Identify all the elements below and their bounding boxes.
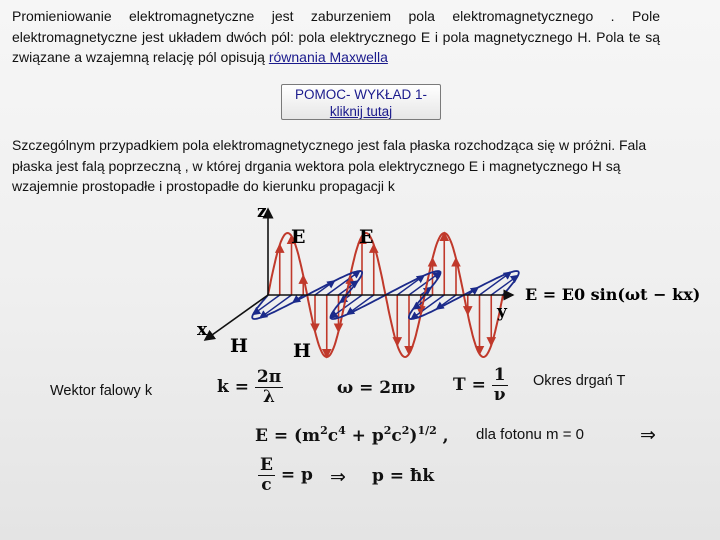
formula-k: k = $\frac{2\pi}{\lambda}$ xyxy=(217,367,282,407)
implies-arrow-1: ⇒ xyxy=(640,424,656,446)
h-vector-arrow xyxy=(397,276,424,295)
implies-arrow-2: ⇒ xyxy=(330,466,346,488)
e-label-1: E xyxy=(291,226,306,248)
wave-diagram xyxy=(195,195,715,360)
help-button-line1: POMOC- WYKŁAD 1- xyxy=(294,87,427,102)
intro-paragraph xyxy=(12,6,660,68)
help-button[interactable] xyxy=(281,84,441,120)
photon-label: dla fotonu m = 0 xyxy=(476,426,584,443)
h-label-2: H xyxy=(293,340,311,360)
e-label-2: E xyxy=(359,226,374,248)
period-label: Okres drgań T xyxy=(533,373,626,389)
y-axis-label: y xyxy=(497,302,507,322)
maxwell-link[interactable]: równania Maxwella xyxy=(268,49,388,65)
wave-equation: E = E0 sin(ωt − kx) xyxy=(525,285,701,304)
formula-momentum-ratio: $\frac{E}{c}$ = p xyxy=(260,455,313,495)
h-label-1: H xyxy=(230,335,248,357)
help-button-line2: kliknij tutaj xyxy=(329,104,393,119)
z-axis-label: z xyxy=(257,202,267,222)
formula-period: T = $\frac{1}{\nu}$ xyxy=(453,365,506,405)
formula-energy: $E = (m^2c^4 + p^2c^2)^{1/2}$ , xyxy=(255,424,449,446)
wave-vector-label: Wektor falowy k xyxy=(50,383,153,399)
intro-text: Promieniowanie elektromagnetyczne jest zaburzeniem pola elektromagnetycznego . Pole elektromagnetyczne jest układem dwóch pól: pola elektrycznego E i pola magnetycznego H. Pola te są związane a wzajemną relację pól opisują xyxy=(12,8,660,65)
formula-p-hbar-k: p = ħk xyxy=(372,466,435,486)
plane-wave-paragraph: Szczególnym przypadkiem pola elektromagnetycznego jest fala płaska rozchodząca się w próżni. Fala płaska jest falą poprzeczną , w której drgania wektora pola elektrycznego E i magnetycznego H są wzajemnie prostopadłe i prostopadłe do kierunku propagacji k xyxy=(12,137,647,194)
x-axis-label: x xyxy=(197,320,208,340)
formula-omega: ω = 2πν xyxy=(337,378,416,398)
h-vector-arrow xyxy=(347,295,374,314)
